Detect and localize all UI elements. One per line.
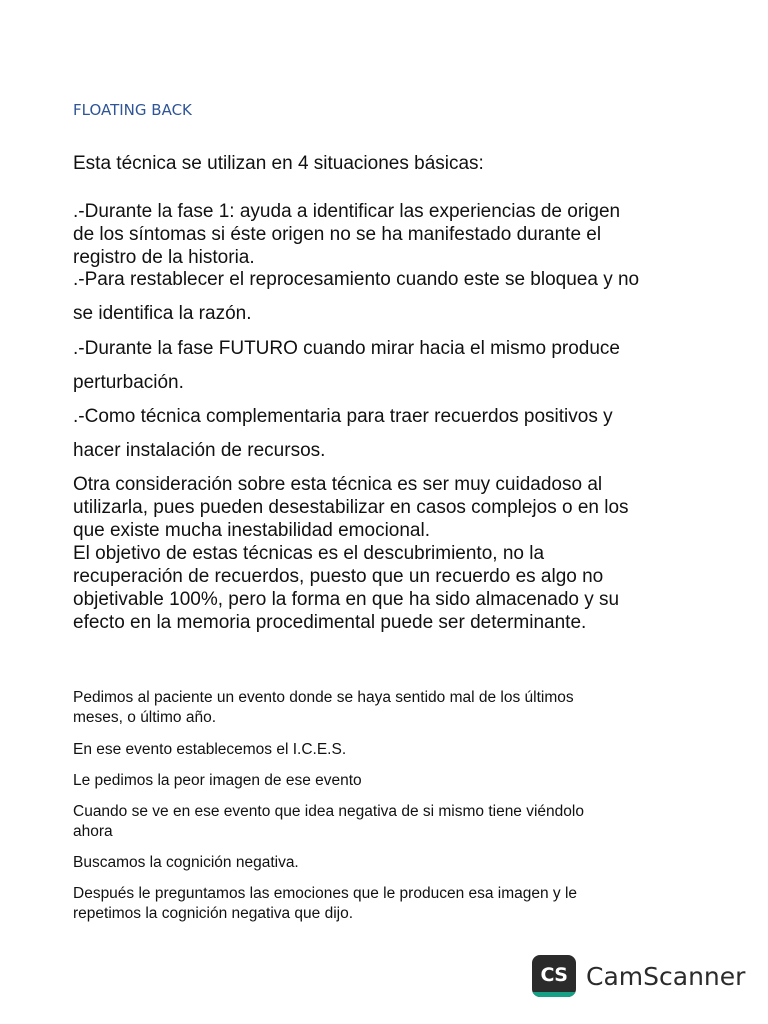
text-line: se identifica la razón. [73,303,252,324]
item-tecnica-complementaria [73,405,713,462]
text-line: objetivable 100%, pero la forma en que ha sido almacenado y su [73,589,620,610]
camscanner-watermark [532,955,745,997]
text-line: .-Para restablecer el reprocesamiento cuando este se bloquea y no [73,269,640,290]
text-line: .-Como técnica complementaria para traer recuerdos positivos y [73,406,613,427]
text-line: Después le preguntamos las emociones que le producen esa imagen y le [73,885,578,902]
item-fase-1 [73,200,713,269]
text-line: Otra consideración sobre esta técnica es ser muy cuidadoso al [73,474,603,495]
camscanner-brand-text: CamScanner [586,961,746,991]
text-line: Buscamos la cognición negativa. [73,854,299,871]
step-evento [73,688,713,728]
text-line: .-Durante la fase FUTURO cuando mirar hacia el mismo produce [73,338,620,359]
text-line: Le pedimos la peor imagen de ese evento [73,772,362,789]
text-line: utilizarla, pues pueden desestabilizar en casos complejos o en los [73,497,629,518]
step-peor-imagen [73,771,713,791]
intro-paragraph: Esta técnica se utilizan en 4 situaciones básicas: [73,153,484,174]
step-emociones [73,884,713,924]
item-reprocesamiento [73,268,713,325]
step-ices [73,740,713,760]
step-idea-negativa [73,802,713,842]
text-line: registro de la historia. [73,247,255,268]
step-cognicion-negativa [73,853,713,873]
consideracion-paragraph [73,473,713,634]
logo-badge-text: CS [540,963,568,986]
text-line: El objetivo de estas técnicas es el descubrimiento, no la [73,543,545,564]
camscanner-logo-icon [532,955,576,997]
text-line: meses, o último año. [73,709,217,726]
text-line: efecto en la memoria procedimental puede ser determinante. [73,612,587,633]
text-line: que existe mucha inestabilidad emocional. [73,520,430,541]
text-line: ahora [73,823,113,840]
text-line: repetimos la cognición negativa que dijo. [73,905,354,922]
text-line: recuperación de recuerdos, puesto que un recuerdo es algo no [73,566,604,587]
text-line: Pedimos al paciente un evento donde se haya sentido mal de los últimos [73,689,574,706]
document-heading: FLOATING BACK [73,101,192,119]
item-fase-futuro [73,337,713,394]
text-line: Cuando se ve en ese evento que idea negativa de si mismo tiene viéndolo [73,803,584,820]
logo-stripe [532,992,576,997]
text-line: perturbación. [73,372,184,393]
text-line: hacer instalación de recursos. [73,440,326,461]
text-line: .-Durante la fase 1: ayuda a identificar las experiencias de origen [73,201,621,222]
text-line: de los síntomas si éste origen no se ha manifestado durante el [73,224,602,245]
text-line: En ese evento establecemos el I.C.E.S. [73,741,347,758]
